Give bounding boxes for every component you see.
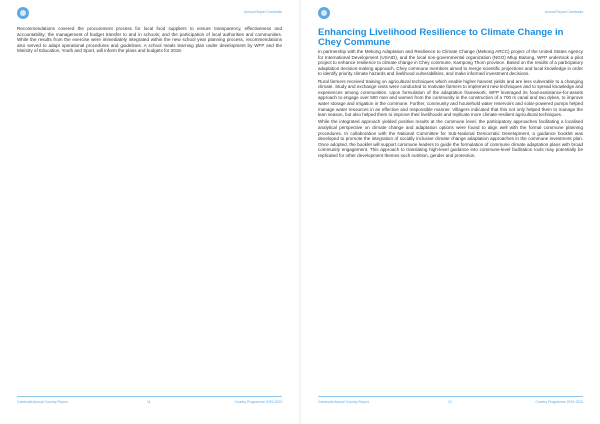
section-title: Enhancing Livelihood Resilience to Climate Change in Chey Commune [318, 27, 564, 48]
page-number: 12 [448, 400, 452, 404]
paragraph: While the integrated approach yielded positive results at the commune level, the participatory approaches facilitating a localised analytical perspective on climate change and adaptation options were found to align well with the formal commune planning procedures. In collaboration with the National Committee for Sub-National Democratic Development, a guidance booklet was developed to promote the integration of socially inclusive climate change adaptation approaches in the commune investment plan. Once adopted, the booklet will support commune leaders to guide the formulation of commune climate adaptation plans with broad community engagement. This approach to translating high-level guidance into commune-level facilitation tools may potentially be replicated for other development themes such nutrition, gender and protection. [318, 119, 583, 158]
footer-left-text: Cambodia Annual Country Report [318, 400, 369, 404]
footer-divider [318, 396, 583, 397]
page-left [0, 0, 299, 424]
running-header: Annual Report Cambodia [544, 10, 583, 14]
footer-divider [17, 396, 282, 397]
paragraph: In partnership with the Mekong Adaptation and Resilience to Climate Change (Mekong ARCC) project of the United States Agency for International Development (USAID), and the local non-governmental organization (NGO) Mlup Baitong, WFP undertook a pilot project to enhance resilience to climate change in Chey commune, Kampong Thom province. Based on the results of a participatory adaptation decision-making approach, Chey commune members aimed to merge scientific projections and local knowledge in order to identify priority climate hazards and livelihood vulnerabilities, and make informed investment decisions. [318, 49, 583, 77]
running-header: Annual Report Cambodia [243, 10, 282, 14]
footer-right-text: Country Programme 2019-2023 [535, 400, 583, 404]
footer-right-text: Country Programme 2019-2023 [234, 400, 282, 404]
body-text [17, 26, 282, 56]
footer-left-text: Cambodia Annual Country Report [17, 400, 68, 404]
page-number: 11 [147, 400, 151, 404]
paragraph: Recommendations covered the procurement process for local food suppliers to ensure transparency, effectiveness and accountability; the management of budget transfer to and in schools; and the participation of local authorities and communities. While the results from the exercise were immediately integrated within the new school year planning process, recommendations also served to adapt operational procedures and guidelines. A school meals learning plan under development by WFP and the Ministry of Education, Youth and Sport, will inform the plans and budgets for 2018. [17, 26, 282, 54]
wfp-logo-icon [318, 7, 330, 19]
body-text [318, 49, 583, 160]
paragraph: Rural farmers received training on agricultural techniques which enable higher harvest yields and are less vulnerable to a changing climate. Study and exchange visits were conducted to motivate farmers to implement new techniques and to spread knowledge and experiences among communities. Upon formulation of the adaptation framework, WFP leveraged its food-assistance-for-assets approach to engage over 500 men and women from the community in the construction of a 700 m canal and two dykes, to improve water storage and irrigation in the commune. Further, community and household water reservoirs and solar-powered pumps helped manage water resources in an effective and responsible manner. Villagers indicated that this not only helped them to manage the lean season, but also helped them to improve their livelihoods and replicate more climate-resilient agricultural techniques. [318, 78, 583, 118]
page-right [301, 0, 600, 424]
wfp-logo-icon [17, 7, 29, 19]
